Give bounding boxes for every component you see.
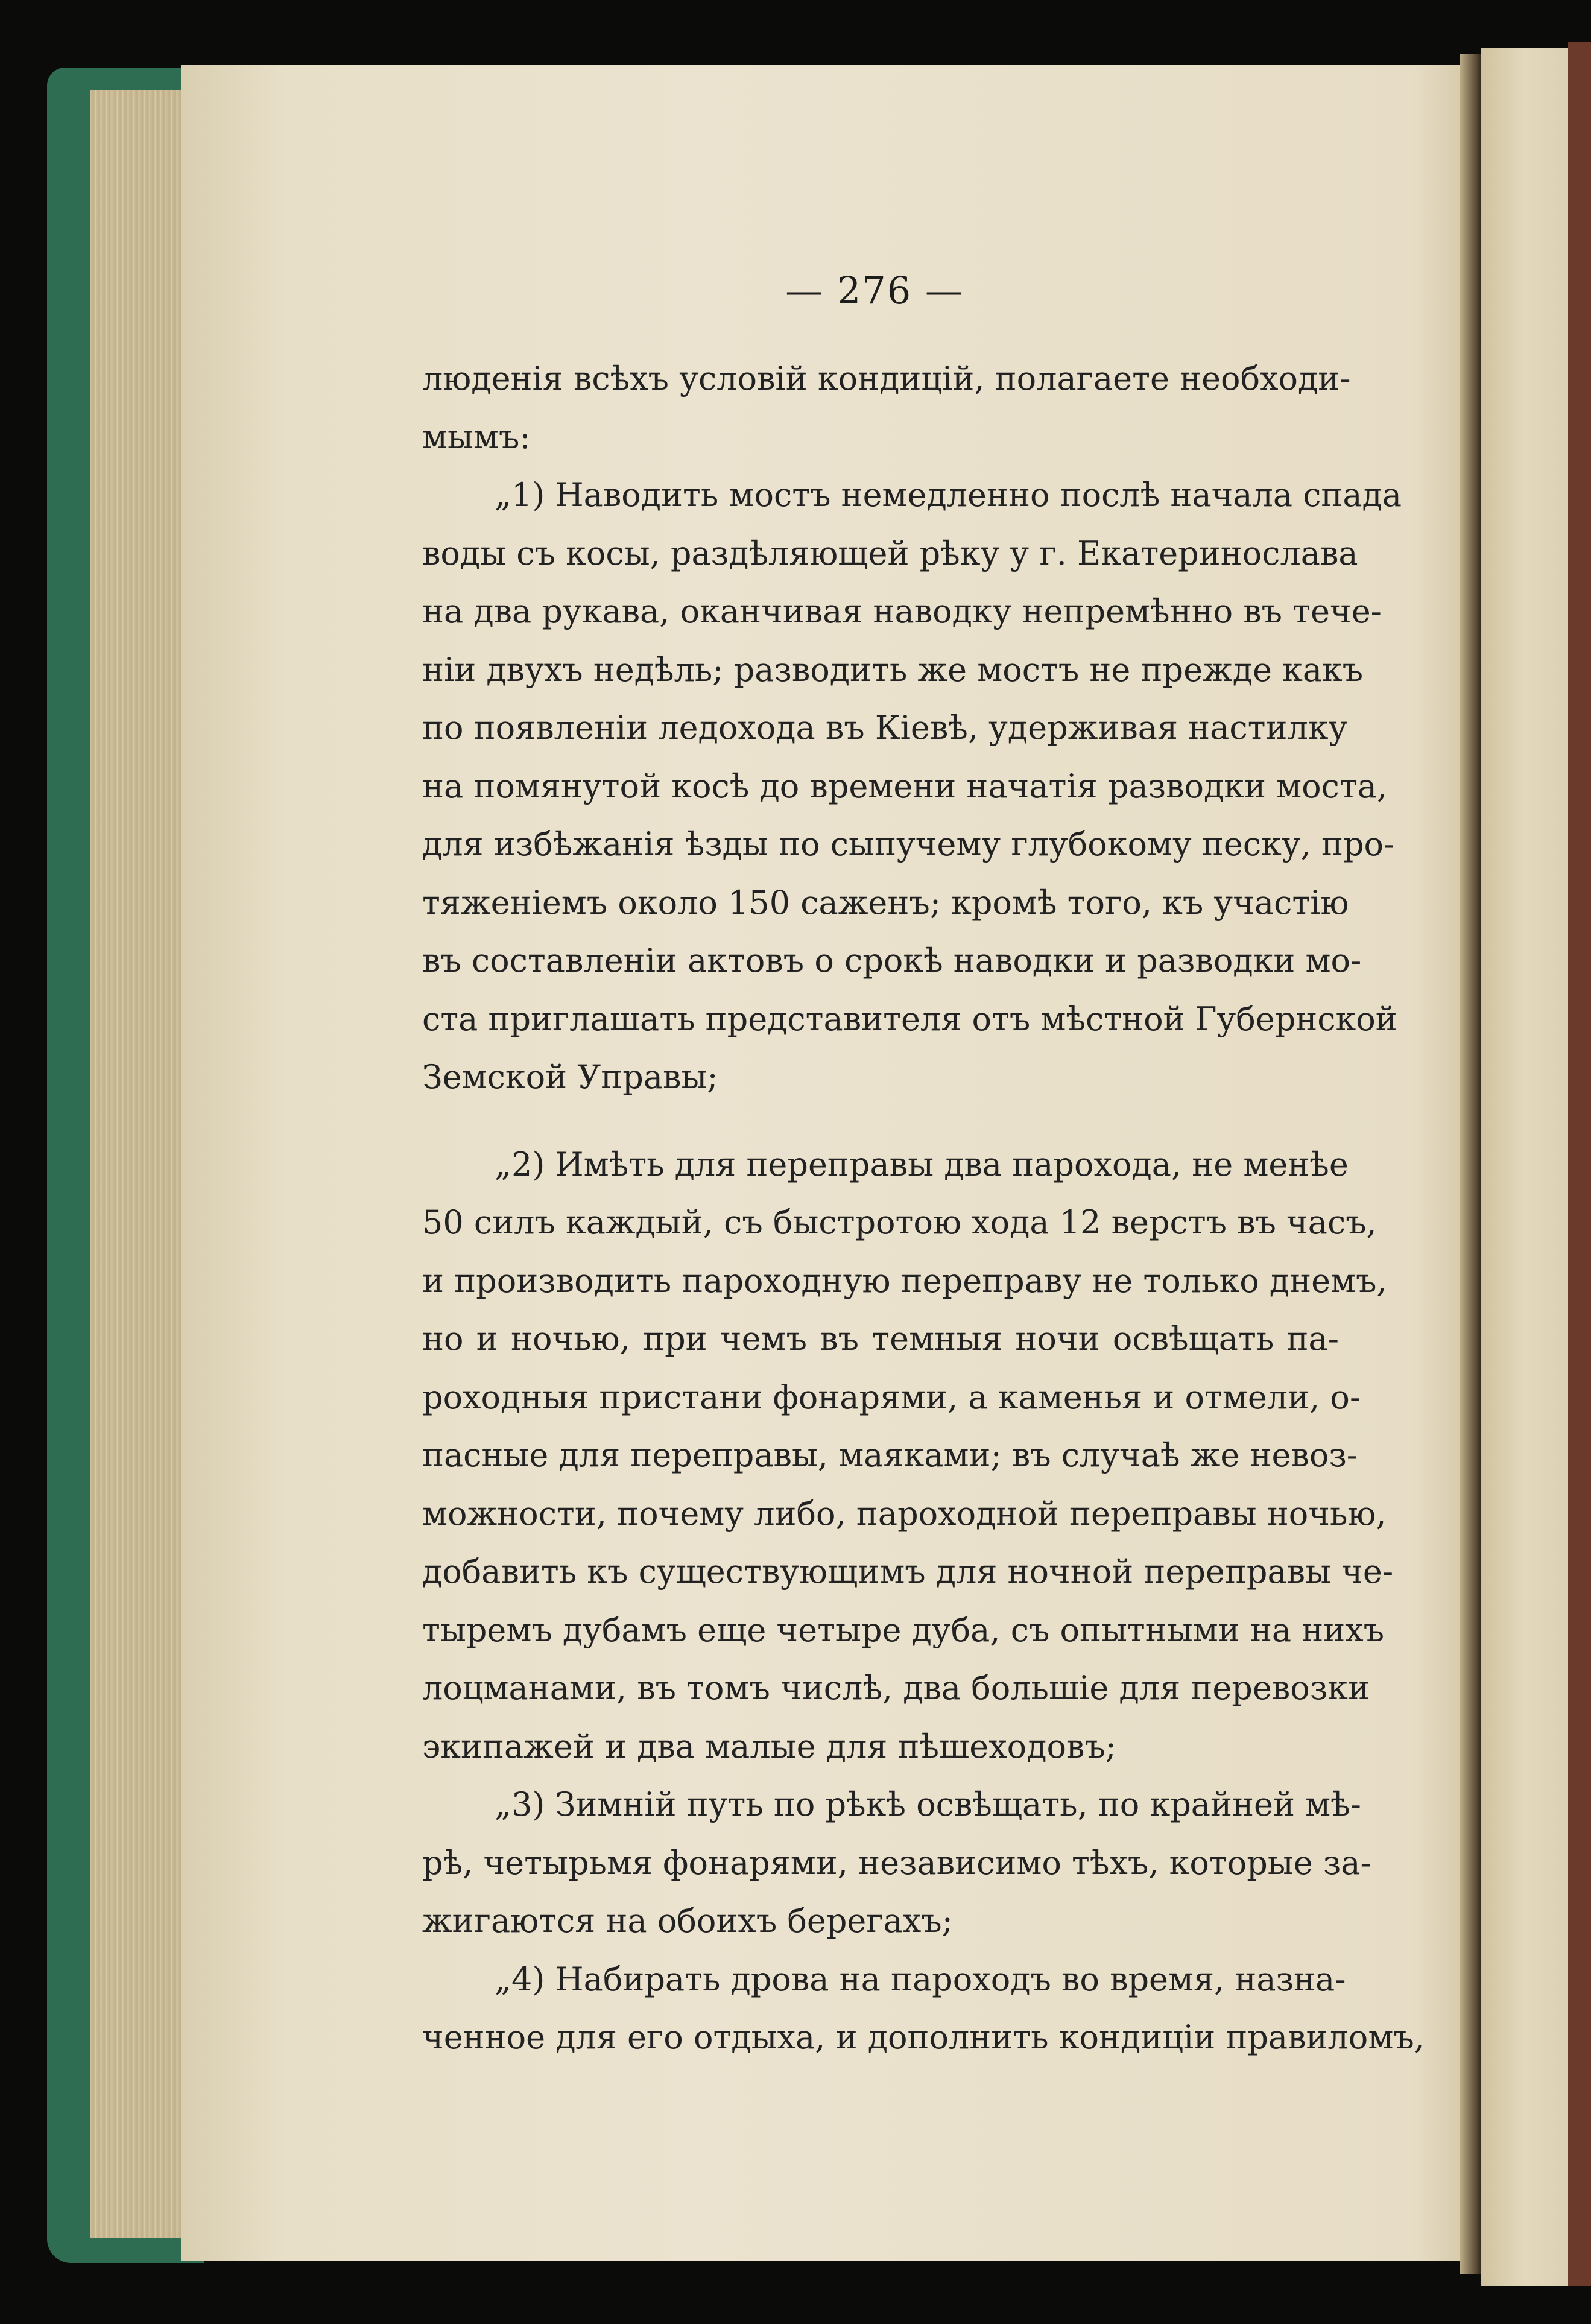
text-line: добавить къ существующимъ для ночной переправы че-: [422, 1553, 1394, 1591]
text-line: тяженіемъ около 150 саженъ; кромѣ того, къ участію: [422, 883, 1349, 922]
text-line: пасные для переправы, маяками; въ случаѣ же невоз-: [422, 1436, 1358, 1474]
text-line: роходныя пристани фонарями, а каменья и отмели, о-: [422, 1378, 1361, 1416]
text-line: ста приглашать представителя отъ мѣстной Губернской: [422, 999, 1397, 1038]
text-line: „1) Наводить мостъ немедленно послѣ начала спада: [495, 476, 1402, 514]
page-number: — 276 —: [785, 268, 964, 312]
text-line: жигаются на обоихъ берегахъ;: [422, 1902, 953, 1940]
book-gutter: [1460, 54, 1484, 2274]
text-line: лоцманами, въ томъ числѣ, два большіе для перевозки: [422, 1669, 1370, 1707]
text-line: ченное для его отдыха, и дополнить кондиціи правиломъ,: [422, 2018, 1425, 2056]
text-line: люденія всѣхъ условій кондицій, полагаете необходи-: [422, 359, 1351, 397]
text-line: по появленіи ледохода въ Кіевѣ, удерживая настилку: [422, 709, 1348, 747]
text-line: въ составленіи актовъ о срокѣ наводки и разводки мо-: [422, 942, 1362, 980]
text-line: 50 силъ каждый, съ быстротою хода 12 верстъ въ часъ,: [422, 1203, 1377, 1241]
text-line: „2) Имѣть для переправы два парохода, не менѣе: [495, 1145, 1349, 1183]
text-line: на два рукава, оканчивая наводку непремѣнно въ тече-: [422, 592, 1382, 630]
text-line: и производить пароходную переправу не только днемъ,: [422, 1261, 1387, 1300]
text-line: „3) Зимній путь по рѣкѣ освѣщать, по крайней мѣ-: [495, 1785, 1361, 1823]
text-line: воды съ косы, раздѣляющей рѣку у г. Екатеринослава: [422, 534, 1358, 572]
text-line: мымъ:: [422, 417, 531, 456]
text-line: тыремъ дубамъ еще четыре дуба, съ опытными на нихъ: [422, 1610, 1385, 1649]
text-line: для избѣжанія ѣзды по сыпучему глубокому песку, про-: [422, 825, 1395, 863]
text-line: но и ночью, при чемъ въ темныя ночи освѣщать па-: [422, 1320, 1339, 1358]
body-text: [422, 350, 1425, 2067]
text-line: можности, почему либо, пароходной переправы ночью,: [422, 1494, 1387, 1533]
text-line: Земской Управы;: [422, 1058, 718, 1096]
facing-cover-edge: [1568, 42, 1591, 2286]
text-line: ніи двухъ недѣль; разводить же мостъ не прежде какъ: [422, 650, 1364, 689]
text-line: на помянутой косѣ до времени начатія разводки моста,: [422, 767, 1388, 805]
text-line: экипажей и два малые для пѣшеходовъ;: [422, 1727, 1116, 1765]
text-line: „4) Набирать дрова на пароходъ во время, назна-: [495, 1960, 1346, 1998]
text-line: рѣ, четырьмя фонарями, независимо тѣхъ, которые за-: [422, 1843, 1371, 1882]
